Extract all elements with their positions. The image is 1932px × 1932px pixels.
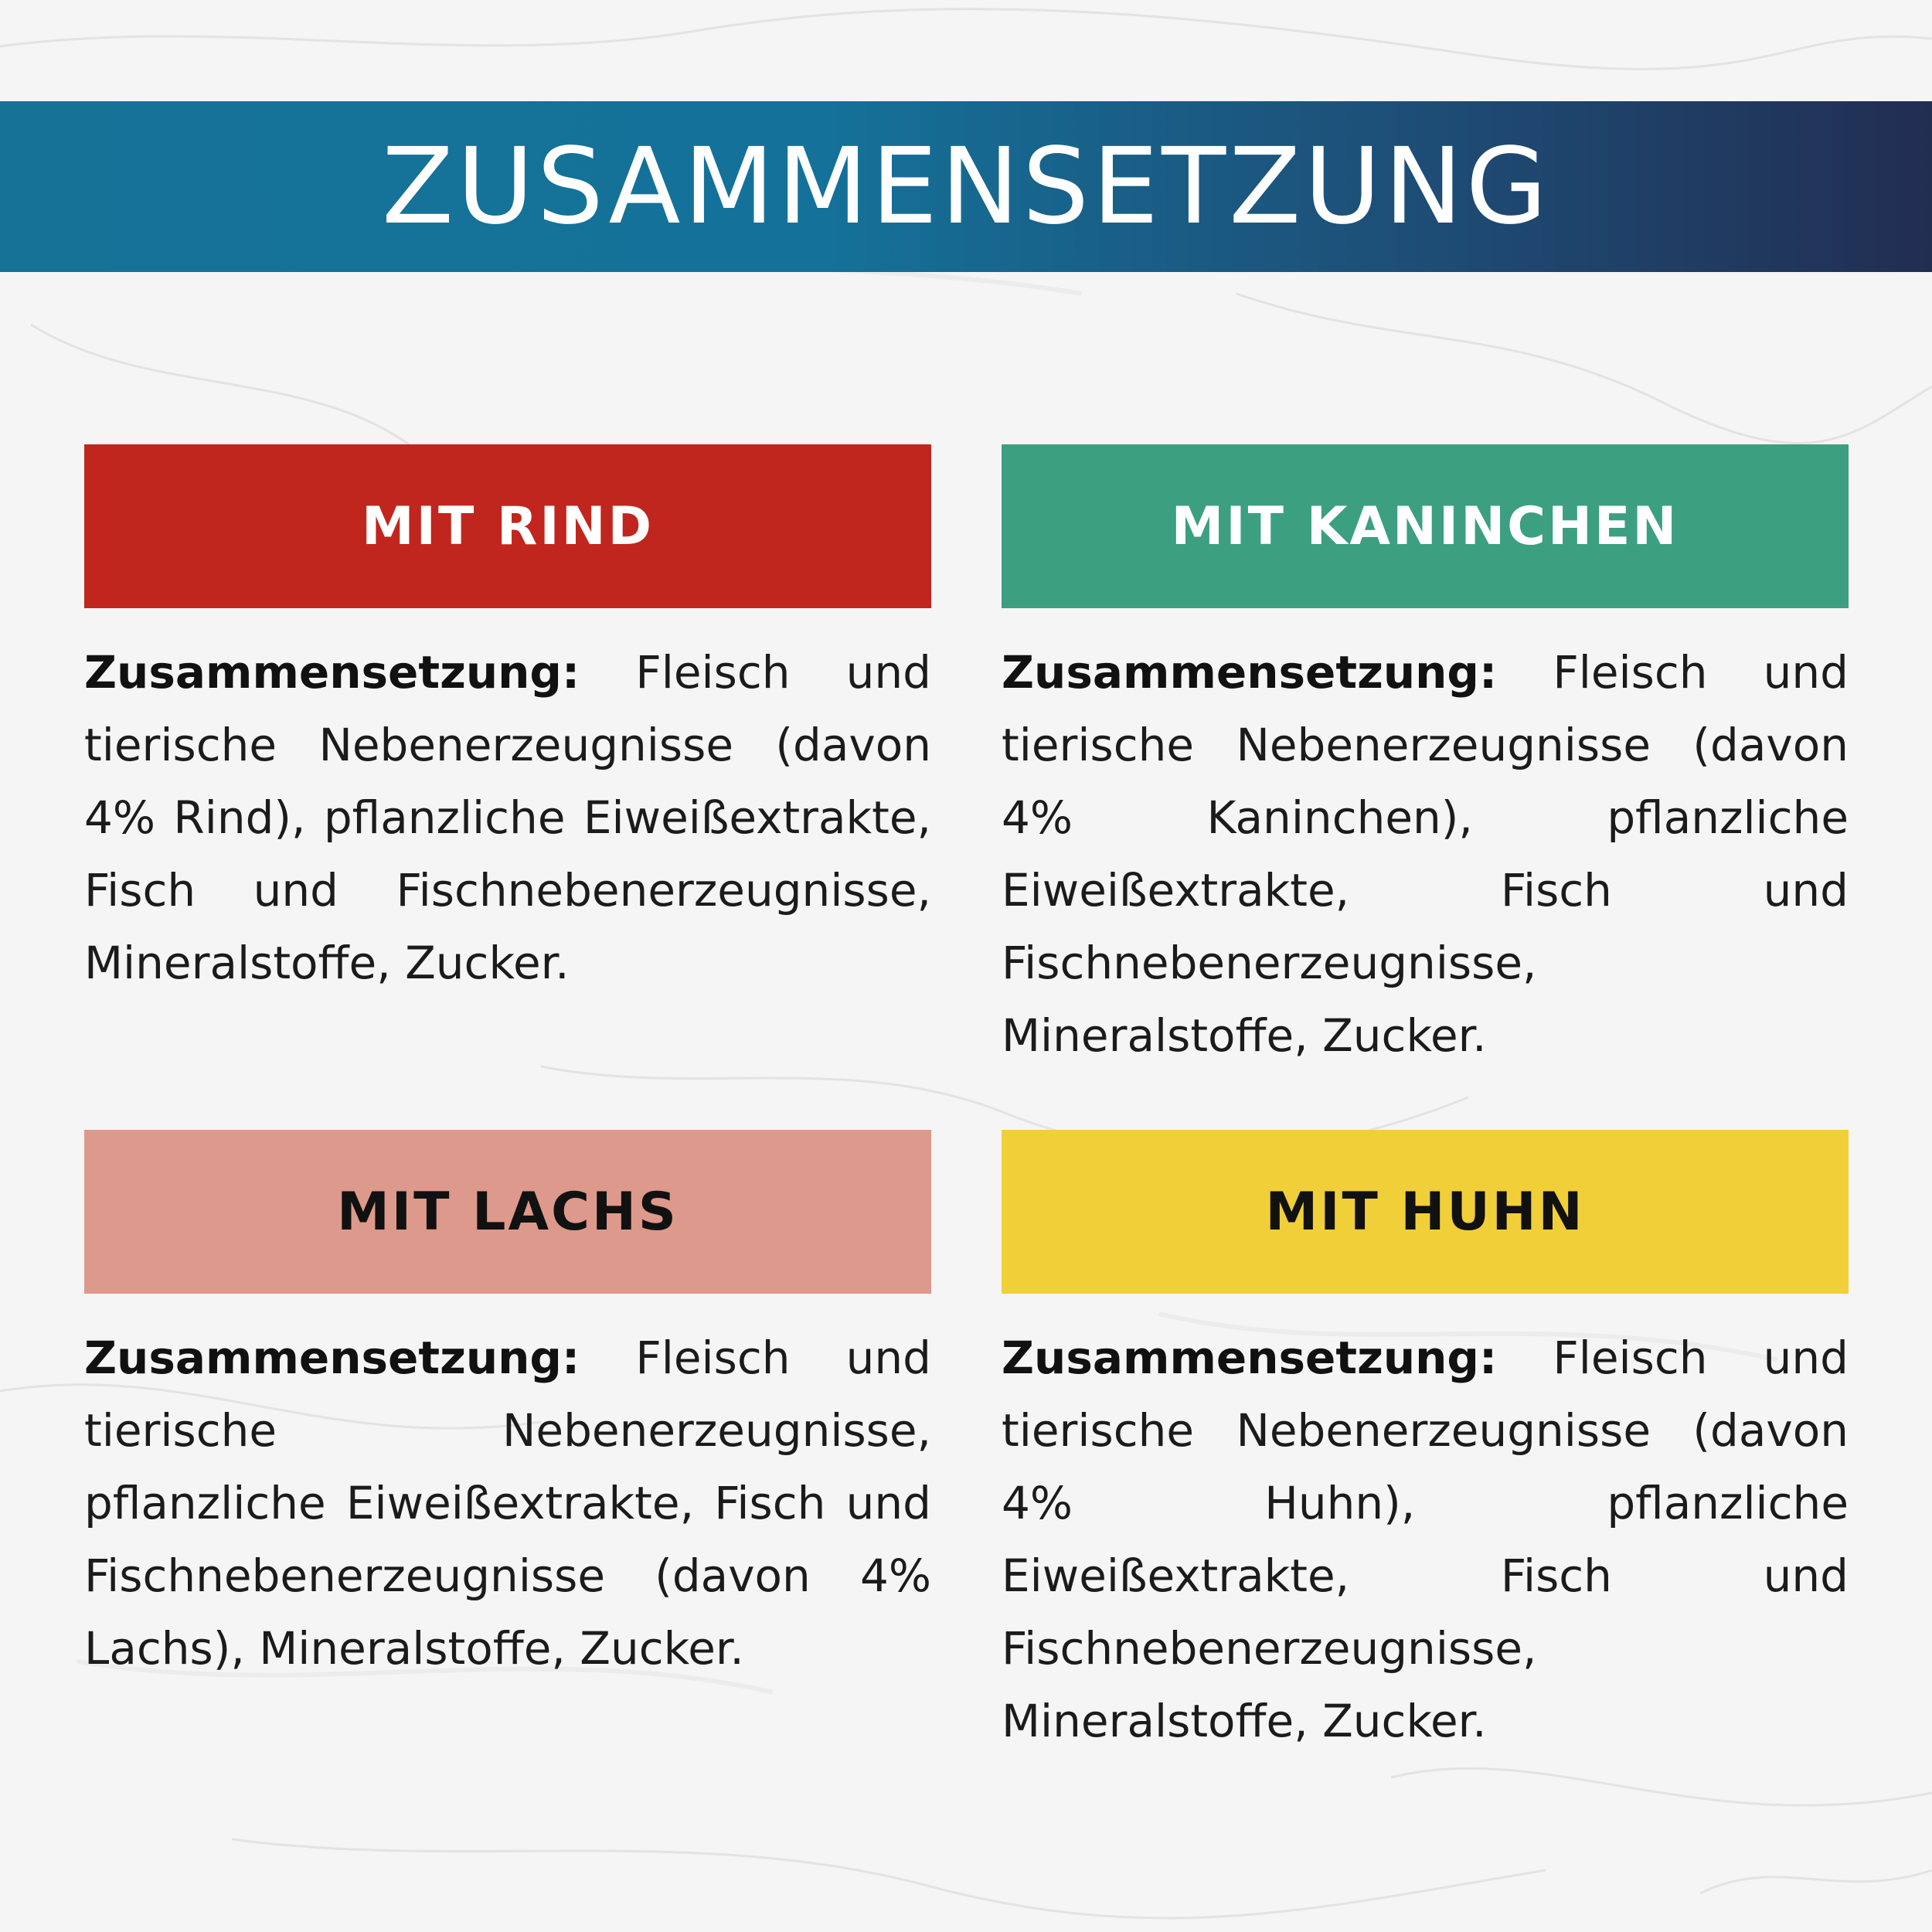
variant-header-rind	[84, 444, 931, 608]
variant-card-lachs	[84, 1130, 931, 1685]
ingredient-lead: Zusammensetzung:	[84, 1332, 580, 1384]
variant-card-kaninchen	[1002, 444, 1849, 1072]
variant-header-lachs	[84, 1130, 931, 1294]
ingredient-list: Fleisch und tierische Nebenerzeugnisse (davon 4% Huhn), pflanzliche Eiweißextrakte, Fisch und Fischnebenerzeugnisse, Mineralstoffe, Zucker.	[1002, 1332, 1849, 1747]
ingredient-text	[84, 636, 931, 999]
ingredient-text	[1002, 636, 1849, 1072]
variant-header-huhn	[1002, 1130, 1849, 1294]
ingredient-text	[84, 1321, 931, 1685]
ingredient-list: Fleisch und tierische Nebenerzeugnisse (davon 4% Kaninchen), pflanzliche Eiweißextrakte, Fisch und Fischnebenerzeugnisse, Mineralstoffe, Zucker.	[1002, 646, 1849, 1062]
variant-card-rind	[84, 444, 931, 999]
variant-card-huhn	[1002, 1130, 1849, 1757]
ingredient-lead: Zusammensetzung:	[1002, 646, 1498, 699]
ingredient-list: Fleisch und tierische Nebenerzeugnisse (davon 4% Rind), pflanzliche Eiweißextrakte, Fisch und Fischnebenerzeugnisse, Mineralstoffe, Zucker.	[84, 646, 931, 989]
header-banner	[0, 101, 1932, 272]
variant-title: MIT RIND	[361, 495, 655, 557]
variant-title: MIT HUHN	[1265, 1181, 1585, 1243]
variant-header-kaninchen	[1002, 444, 1849, 608]
page-title: ZUSAMMENSETZUNG	[381, 125, 1551, 248]
ingredient-list: Fleisch und tierische Nebenerzeugnisse, pflanzliche Eiweißextrakte, Fisch und Fischnebenerzeugnisse (davon 4% Lachs), Mineralstoffe, Zucker.	[84, 1332, 931, 1675]
variant-title: MIT KANINCHEN	[1171, 495, 1679, 557]
ingredient-lead: Zusammensetzung:	[84, 646, 580, 699]
ingredient-text	[1002, 1321, 1849, 1757]
ingredient-lead: Zusammensetzung:	[1002, 1332, 1498, 1384]
variant-title: MIT LACHS	[337, 1181, 679, 1243]
